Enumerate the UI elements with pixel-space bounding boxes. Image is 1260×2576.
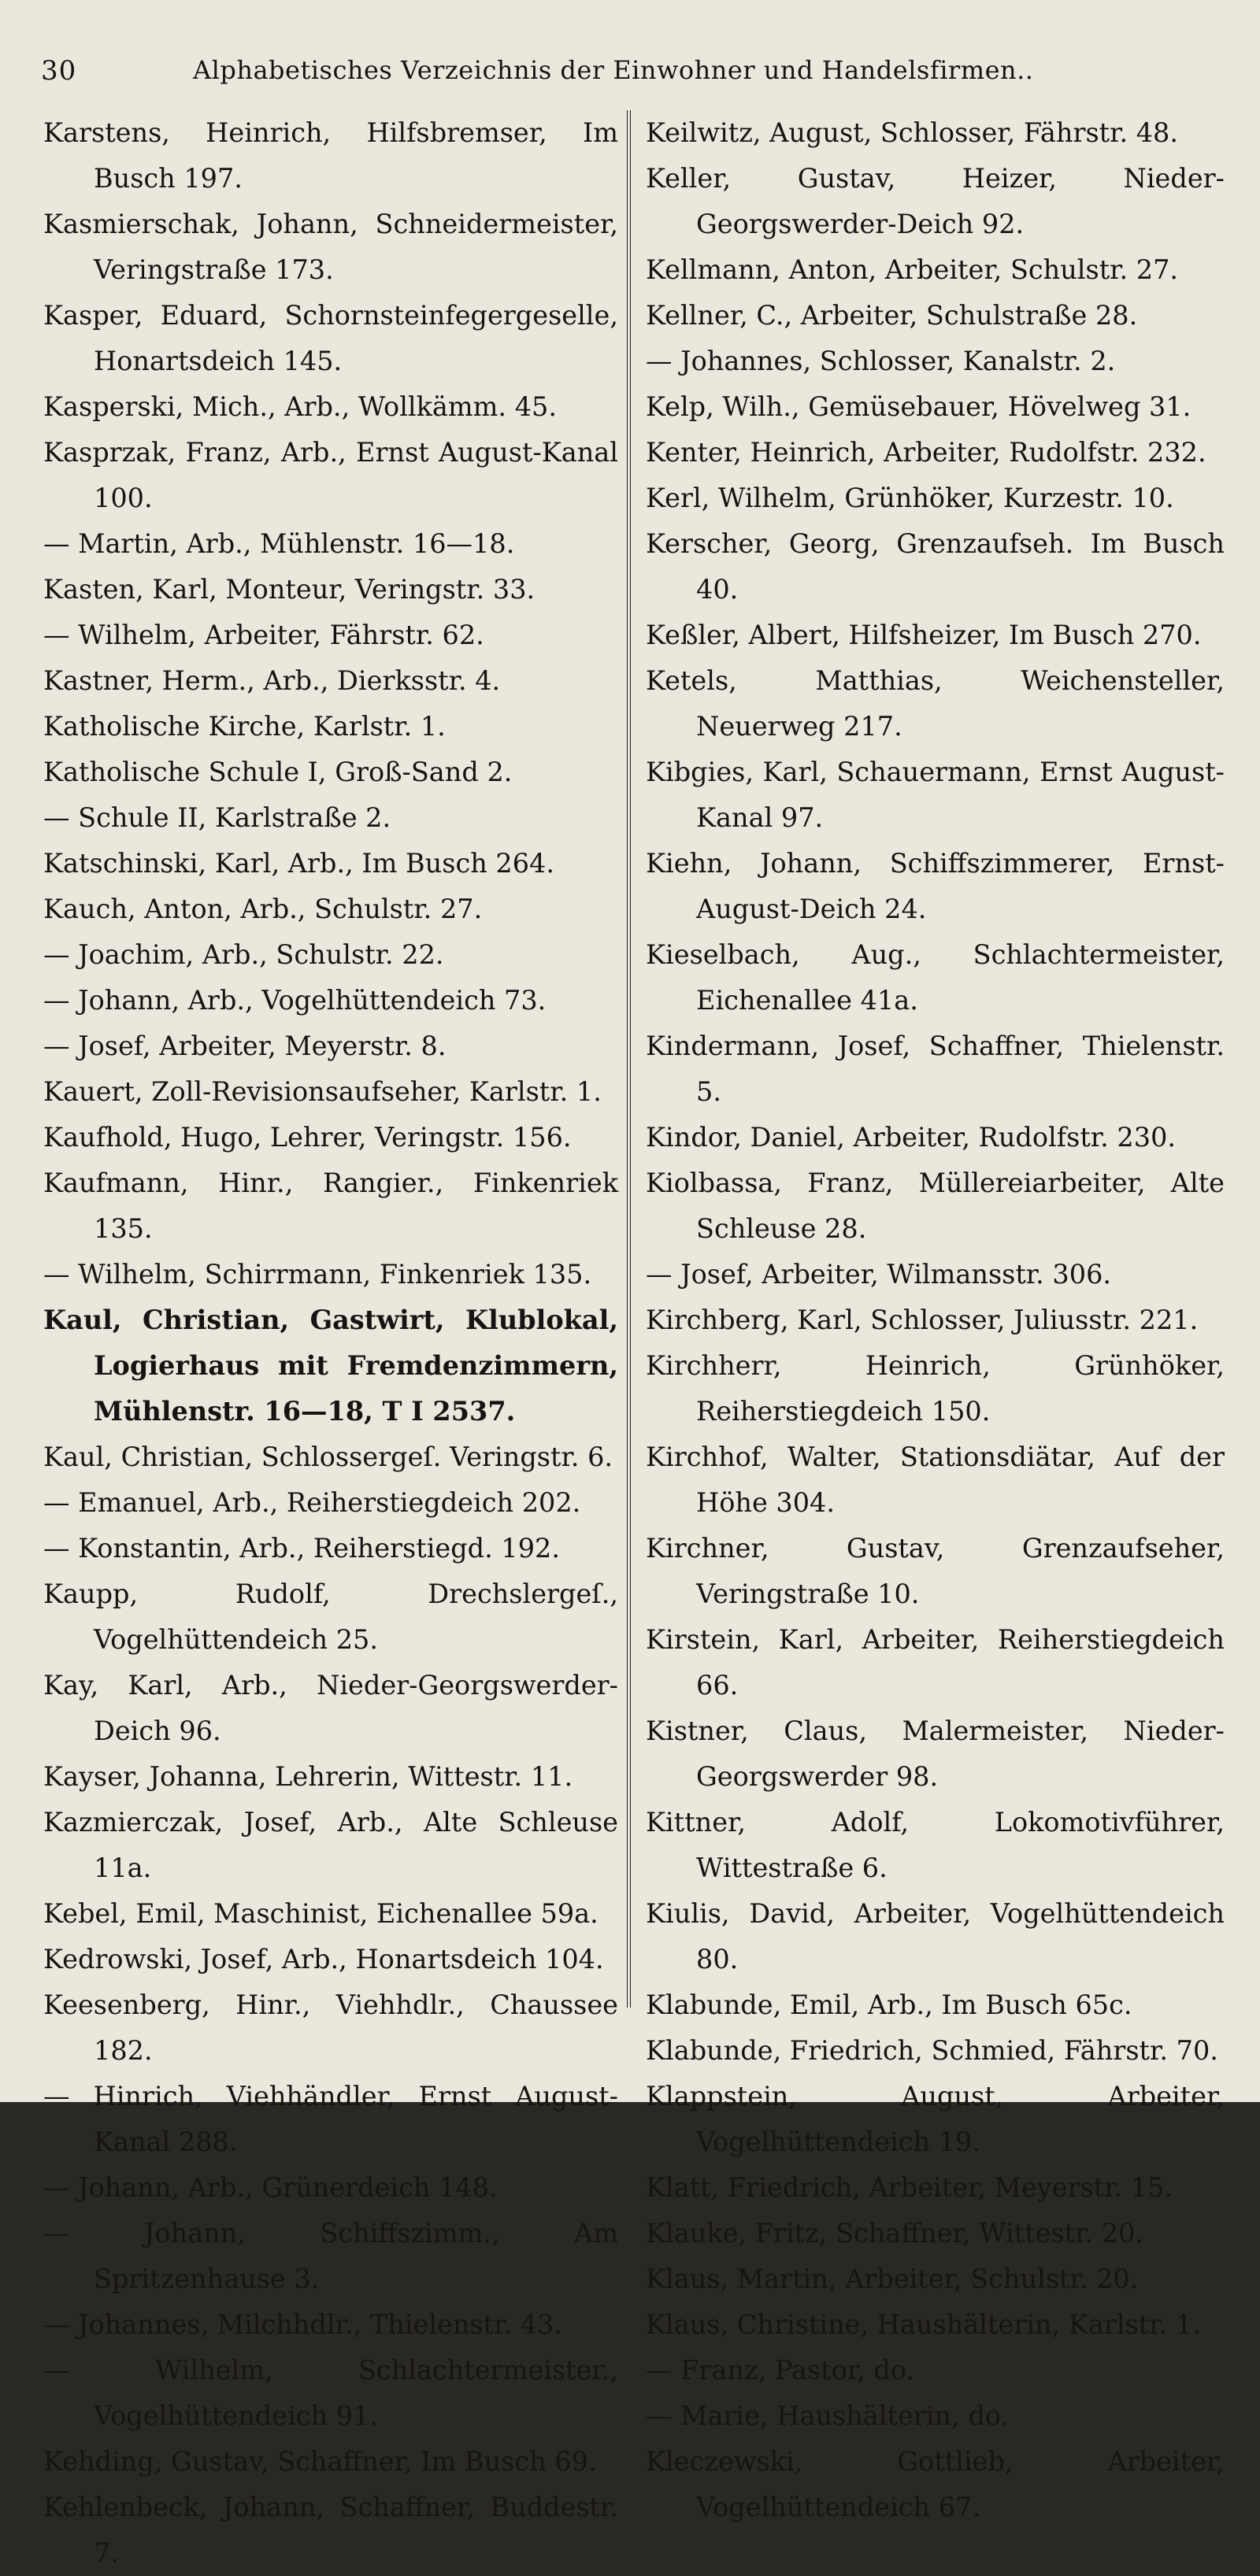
directory-entry: Kehding, Gustav, Schaffner, Im Busch 69. <box>43 2446 597 2477</box>
directory-entry: Klauke, Fritz, Schaffner, Wittestr. 20. <box>646 2218 1144 2248</box>
directory-entry: — Johann, Arb., Vogelhüttendeich 73. <box>43 985 547 1016</box>
right-column <box>646 110 1225 2522</box>
directory-entry: — Johann, Arb., Grünerdeich 148. <box>43 2172 498 2203</box>
directory-entry: Kasper, Eduard, Schornsteinfegergeselle, Honartsdeich 145. <box>43 300 618 376</box>
directory-entry: Kiulis, David, Arbeiter, Vogelhüttendeich 80. <box>646 1898 1225 1975</box>
directory-entry: Katholische Schule I, Groß-Sand 2. <box>43 757 513 787</box>
directory-entry: Kayser, Johanna, Lehrerin, Wittestr. 11. <box>43 1761 573 1792</box>
directory-entry: Karstens, Heinrich, Hilfsbremser, Im Busch 197. <box>43 117 618 194</box>
directory-entry: Keesenberg, Hinr., Viehhdlr., Chaussee 182. <box>43 1989 618 2066</box>
directory-entry: Kasmierschak, Johann, Schneidermeister, Veringstraße 173. <box>43 209 618 285</box>
directory-entry: Kaupp, Rudolf, Drechslergeſ., Vogelhüttendeich 25. <box>43 1579 618 1655</box>
directory-entry: — Franz, Pastor, do. <box>646 2355 915 2385</box>
directory-entry: — Schule II, Karlstraße 2. <box>43 802 391 833</box>
directory-entry: Klabunde, Emil, Arb., Im Busch 65c. <box>646 1989 1132 2020</box>
directory-entry: Kaufhold, Hugo, Lehrer, Veringstr. 156. <box>43 1122 572 1153</box>
directory-entry: Klaus, Martin, Arbeiter, Schulstr. 20. <box>646 2263 1139 2294</box>
directory-entry: — Josef, Arbeiter, Meyerstr. 8. <box>43 1031 447 1061</box>
directory-entry: Keßler, Albert, Hilfsheizer, Im Busch 270. <box>646 620 1202 650</box>
directory-entry: Kirchherr, Heinrich, Grünhöker, Reiherstiegdeich 150. <box>646 1350 1225 1427</box>
running-title: Alphabetisches Verzeichnis der Einwohner und Handelsfirmen.. <box>193 55 1034 85</box>
directory-entry: Kistner, Claus, Malermeister, Nieder-Georgswerder 98. <box>646 1715 1225 1792</box>
directory-entry: Kaul, Christian, Gastwirt, Klublokal, Logierhaus mit Fremdenzimmern, Mühlenstr. 16—18, T I 2537. <box>43 1305 618 1427</box>
directory-entry: Kazmierczak, Josef, Arb., Alte Schleuse 11a. <box>43 1807 618 1883</box>
page-number: 30 <box>41 55 77 87</box>
directory-entry: Kiolbassa, Franz, Müllereiarbeiter, Alte Schleuse 28. <box>646 1168 1225 1244</box>
directory-entry: Kellmann, Anton, Arbeiter, Schulstr. 27. <box>646 254 1179 285</box>
directory-entry: Klaus, Christine, Haushälterin, Karlstr. 1. <box>646 2309 1201 2340</box>
directory-entry: Kerscher, Georg, Grenzaufseh. Im Busch 40. <box>646 528 1225 605</box>
directory-entry: Kaufmann, Hinr., Rangier., Finkenriek 135. <box>43 1168 618 1244</box>
directory-entry: Kelp, Wilh., Gemüsebauer, Hövelweg 31. <box>646 391 1191 422</box>
directory-entry: — Emanuel, Arb., Reiherstiegdeich 202. <box>43 1487 581 1518</box>
directory-entry: Kauert, Zoll-Revisionsaufseher, Karlstr. 1. <box>43 1076 602 1107</box>
directory-entry: — Johann, Schiffszimm., Am Spritzenhause 3. <box>43 2218 618 2294</box>
directory-entry: Kittner, Adolf, Lokomotivführer, Wittestraße 6. <box>646 1807 1225 1883</box>
directory-entry: Kenter, Heinrich, Arbeiter, Rudolfstr. 232. <box>646 437 1206 468</box>
directory-entry: Kasperski, Mich., Arb., Wollkämm. 45. <box>43 391 558 422</box>
directory-entry: Kerl, Wilhelm, Grünhöker, Kurzestr. 10. <box>646 483 1174 513</box>
directory-entry: — Hinrich, Viehhändler, Ernst August-Kanal 288. <box>43 2081 618 2157</box>
directory-entry: — Josef, Arbeiter, Wilmansstr. 306. <box>646 1259 1112 1290</box>
directory-entry: Keller, Gustav, Heizer, Nieder-Georgswerder-Deich 92. <box>646 163 1225 239</box>
directory-entry: — Marie, Haushälterin, do. <box>646 2400 1010 2431</box>
directory-entry: Kirchner, Gustav, Grenzaufseher, Veringstraße 10. <box>646 1533 1225 1609</box>
directory-entry: Kindor, Daniel, Arbeiter, Rudolfstr. 230. <box>646 1122 1177 1153</box>
directory-entry: Kieselbach, Aug., Schlachtermeister, Eichenallee 41a. <box>646 939 1225 1016</box>
directory-entry: — Martin, Arb., Mühlenstr. 16—18. <box>43 528 515 559</box>
directory-entry: Kaul, Christian, Schlossergeſ. Veringstr. 6. <box>43 1442 613 1472</box>
directory-entry: Kirchhof, Walter, Stationsdiätar, Auf der Höhe 304. <box>646 1442 1225 1518</box>
column-divider <box>627 110 631 2008</box>
directory-entry: — Johannes, Schlosser, Kanalstr. 2. <box>646 346 1116 376</box>
directory-entry: Klatt, Friedrich, Arbeiter, Meyerstr. 15. <box>646 2172 1173 2203</box>
directory-entry: Klappstein, August, Arbeiter, Vogelhüttendeich 19. <box>646 2081 1225 2157</box>
directory-entry: Kleczewski, Gottlieb, Arbeiter, Vogelhüttendeich 67. <box>646 2446 1225 2522</box>
left-column <box>43 110 618 2568</box>
directory-entry: Kasten, Karl, Monteur, Veringstr. 33. <box>43 574 536 605</box>
directory-entry: — Wilhelm, Schlachtermeister., Vogelhüttendeich 91. <box>43 2355 618 2431</box>
directory-entry: Kirchberg, Karl, Schlosser, Juliusstr. 221. <box>646 1305 1199 1335</box>
directory-entry: Kindermann, Josef, Schaffner, Thielenstr. 5. <box>646 1031 1225 1107</box>
directory-entry: Kirstein, Karl, Arbeiter, Reiherstiegdeich 66. <box>646 1624 1225 1701</box>
directory-entry: Kiehn, Johann, Schiffszimmerer, Ernst-August-Deich 24. <box>646 848 1225 924</box>
directory-entry: Ketels, Matthias, Weichensteller, Neuerweg 217. <box>646 665 1225 742</box>
directory-entry: — Wilhelm, Arbeiter, Fährstr. 62. <box>43 620 484 650</box>
directory-entry: Kehlenbeck, Johann, Schaffner, Buddestr. 7. <box>43 2492 618 2568</box>
directory-entry: Kibgies, Karl, Schauermann, Ernst August-Kanal 97. <box>646 757 1225 833</box>
directory-entry: Kedrowski, Josef, Arb., Honartsdeich 104. <box>43 1944 604 1975</box>
directory-entry: Kasprzak, Franz, Arb., Ernst August-Kanal 100. <box>43 437 618 513</box>
directory-entry: Keilwitz, August, Schlosser, Fährstr. 48. <box>646 117 1179 148</box>
directory-entry: — Konstantin, Arb., Reiherstiegd. 192. <box>43 1533 561 1564</box>
directory-entry: — Wilhelm, Schirrmann, Finkenriek 135. <box>43 1259 592 1290</box>
directory-entry: Katholische Kirche, Karlstr. 1. <box>43 711 446 742</box>
directory-entry: — Johannes, Milchhdlr., Thielenstr. 43. <box>43 2309 562 2340</box>
directory-entry: Katschinski, Karl, Arb., Im Busch 264. <box>43 848 555 879</box>
directory-entry: Klabunde, Friedrich, Schmied, Fährstr. 70. <box>646 2035 1218 2066</box>
directory-entry: Kastner, Herm., Arb., Dierksstr. 4. <box>43 665 501 696</box>
directory-entry: — Joachim, Arb., Schulstr. 22. <box>43 939 444 970</box>
directory-entry: Kauch, Anton, Arb., Schulstr. 27. <box>43 894 483 924</box>
directory-entry: Kay, Karl, Arb., Nieder-Georgswerder-Deich 96. <box>43 1670 618 1746</box>
directory-entry: Kellner, C., Arbeiter, Schulstraße 28. <box>646 300 1138 331</box>
directory-entry: Kebel, Emil, Maschinist, Eichenallee 59a. <box>43 1898 598 1929</box>
